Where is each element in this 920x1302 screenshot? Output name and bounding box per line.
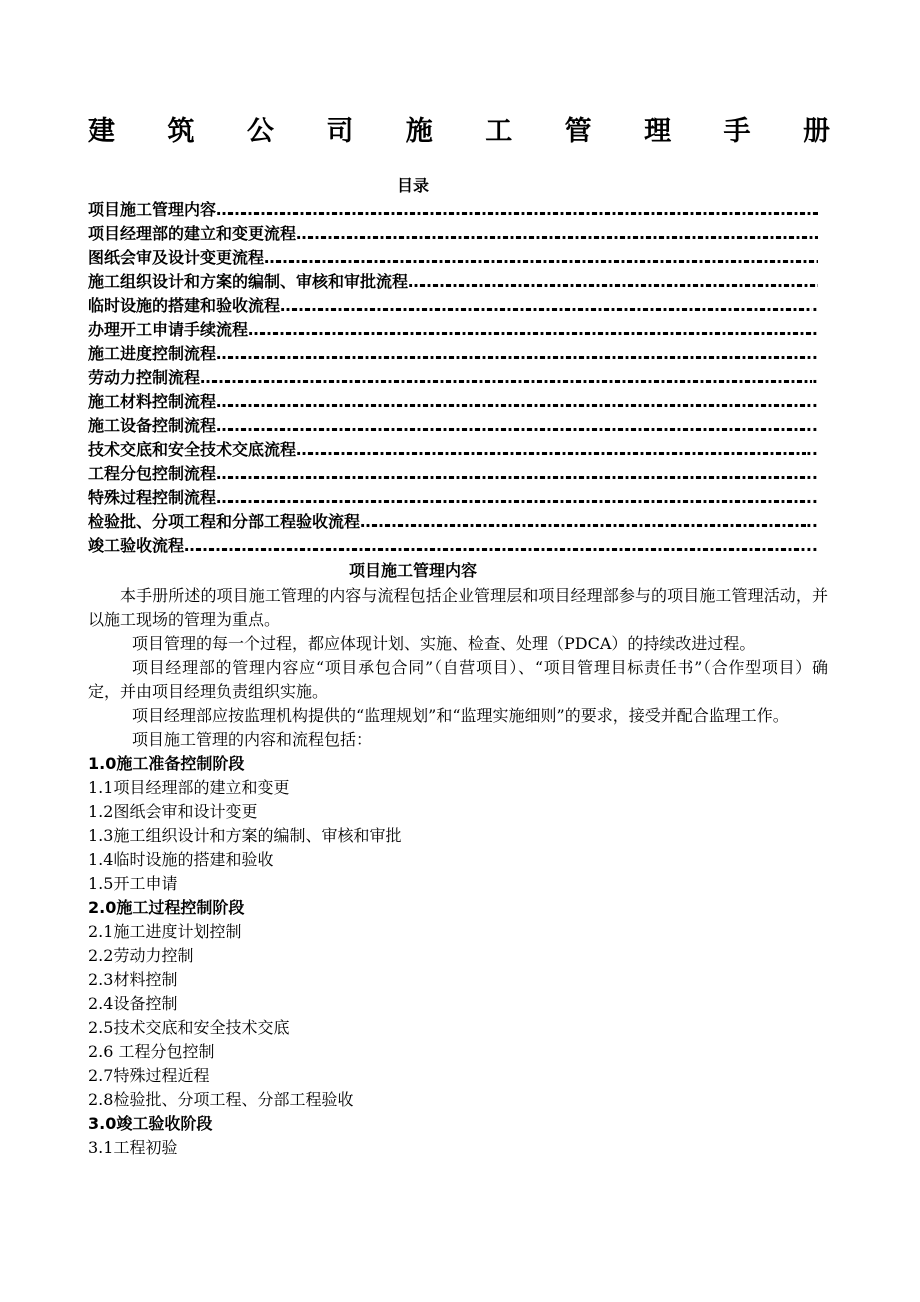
list-item: 1.4临时设施的搭建和验收: [88, 850, 274, 869]
body-paragraph: 项目经理部的管理内容应“项目承包合同”（自营项目）、“项目管理目标责任书”（合作型项目）确定，并由项目经理负责组织实施。: [88, 658, 828, 701]
toc-entry-label: 办理开工申请手续流程: [88, 320, 249, 339]
toc-entry-label: 施工材料控制流程: [88, 392, 217, 411]
list-item: 2.8检验批、分项工程、分部工程验收: [88, 1090, 354, 1109]
list-item: 3.1工程初验: [88, 1138, 178, 1157]
title-char: 施: [405, 116, 433, 147]
title-char: 筑: [167, 116, 195, 147]
list-item: 1.2图纸会审和设计变更: [88, 802, 258, 821]
toc-entry[interactable]: [88, 366, 818, 390]
toc-entry-tail: ..: [805, 488, 818, 507]
toc-leader-dots: [296, 222, 818, 246]
toc-leader-dots: [184, 534, 806, 558]
toc-entry-label: 施工组织设计和方案的编制、审核和审批流程: [88, 272, 409, 291]
toc-leader-dots: [248, 318, 812, 342]
table-of-contents: [88, 198, 818, 558]
toc-entry-label: 施工进度控制流程: [88, 344, 217, 363]
toc-leader-dots: [216, 198, 818, 222]
toc-leader-dots: [216, 486, 806, 510]
body-paragraph: 项目经理部应按监理机构提供的“监理规划”和“监理实施细则”的要求，接受并配合监理工作。: [132, 706, 789, 725]
toc-entry[interactable]: [88, 414, 818, 438]
list-item: 1.1项目经理部的建立和变更: [88, 778, 290, 797]
toc-entry[interactable]: [88, 510, 818, 534]
toc-entry[interactable]: [88, 198, 818, 222]
toc-leader-dots: [408, 270, 818, 294]
list-item: 2.7特殊过程近程: [88, 1066, 210, 1085]
toc-leader-dots: [280, 294, 812, 318]
body-paragraph: 项目施工管理的内容和流程包括：: [132, 730, 373, 749]
toc-entry[interactable]: [88, 486, 818, 510]
toc-entry[interactable]: [88, 534, 818, 558]
toc-entry-tail: ..: [805, 464, 818, 483]
toc-leader-dots: [216, 390, 806, 414]
toc-entry[interactable]: [88, 342, 818, 366]
toc-leader-dots: [216, 462, 806, 486]
toc-leader-dots: [200, 366, 812, 390]
toc-entry[interactable]: [88, 318, 818, 342]
toc-entry-tail: ..: [805, 392, 818, 411]
toc-entry[interactable]: [88, 294, 818, 318]
toc-leader-dots: [216, 414, 806, 438]
toc-entry-label: 临时设施的搭建和验收流程: [88, 296, 281, 315]
toc-entry-tail: ..: [805, 440, 818, 459]
toc-entry-label: 竣工验收流程: [88, 536, 185, 555]
toc-entry-tail: .: [811, 296, 818, 315]
title-char: 册: [802, 116, 830, 147]
toc-entry-tail: .: [811, 320, 818, 339]
toc-entry-tail: ..: [805, 512, 818, 531]
list-item: 2.5技术交底和安全技术交底: [88, 1018, 290, 1037]
section-body: [88, 584, 828, 1160]
list-item: 2.4设备控制: [88, 994, 178, 1013]
toc-entry[interactable]: [88, 270, 818, 294]
list-item: 2.1施工进度计划控制: [88, 922, 242, 941]
toc-entry-label: 项目施工管理内容: [88, 200, 217, 219]
toc-entry[interactable]: [88, 438, 818, 462]
toc-entry-label: 检验批、分项工程和分部工程验收流程: [88, 512, 361, 531]
title-char: 司: [326, 116, 354, 147]
toc-entry[interactable]: [88, 462, 818, 486]
toc-entry-label: 项目经理部的建立和变更流程: [88, 224, 297, 243]
toc-heading: 目录: [396, 176, 429, 195]
stage-heading: 1.0施工准备控制阶段: [88, 754, 245, 773]
toc-entry-tail: ..: [805, 416, 818, 435]
list-item: 2.6 工程分包控制: [88, 1042, 215, 1061]
toc-leader-dots: [296, 438, 806, 462]
body-paragraph: 项目管理的每一个过程，都应体现计划、实施、检查、处理（PDCA）的持续改进过程。: [132, 634, 756, 653]
title-char: 管: [564, 116, 592, 147]
body-paragraph: 本手册所述的项目施工管理的内容与流程包括企业管理层和项目经理部参与的项目施工管理活动，并以施工现场的管理为重点。: [88, 586, 828, 629]
list-item: 1.3施工组织设计和方案的编制、审核和审批: [88, 826, 402, 845]
toc-entry-tail: .: [811, 368, 818, 387]
toc-entry[interactable]: [88, 222, 818, 246]
list-item: 2.2劳动力控制: [88, 946, 194, 965]
toc-entry-tail: ..: [805, 536, 818, 555]
list-item: 1.5开工申请: [88, 874, 178, 893]
stage-heading: 3.0竣工验收阶段: [88, 1114, 213, 1133]
title-char: 手: [723, 116, 751, 147]
toc-entry-label: 技术交底和安全技术交底流程: [88, 440, 297, 459]
title-char: 建: [88, 116, 115, 147]
toc-entry-label: 劳动力控制流程: [88, 368, 201, 387]
title-char: 工: [485, 116, 513, 147]
document-title: [88, 112, 830, 152]
toc-entry-tail: .: [811, 344, 818, 363]
title-char: 理: [644, 116, 672, 147]
title-char: 公: [246, 116, 274, 147]
toc-leader-dots: [264, 246, 818, 270]
toc-entry-label: 图纸会审及设计变更流程: [88, 248, 265, 267]
toc-leader-dots: [216, 342, 812, 366]
stage-heading: 2.0施工过程控制阶段: [88, 898, 245, 917]
toc-entry[interactable]: [88, 246, 818, 270]
list-item: 2.3材料控制: [88, 970, 178, 989]
toc-leader-dots: [360, 510, 806, 534]
toc-entry-label: 特殊过程控制流程: [88, 488, 217, 507]
toc-entry[interactable]: [88, 390, 818, 414]
toc-entry-label: 施工设备控制流程: [88, 416, 217, 435]
toc-entry-label: 工程分包控制流程: [88, 464, 217, 483]
section-heading: 项目施工管理内容: [348, 561, 477, 580]
